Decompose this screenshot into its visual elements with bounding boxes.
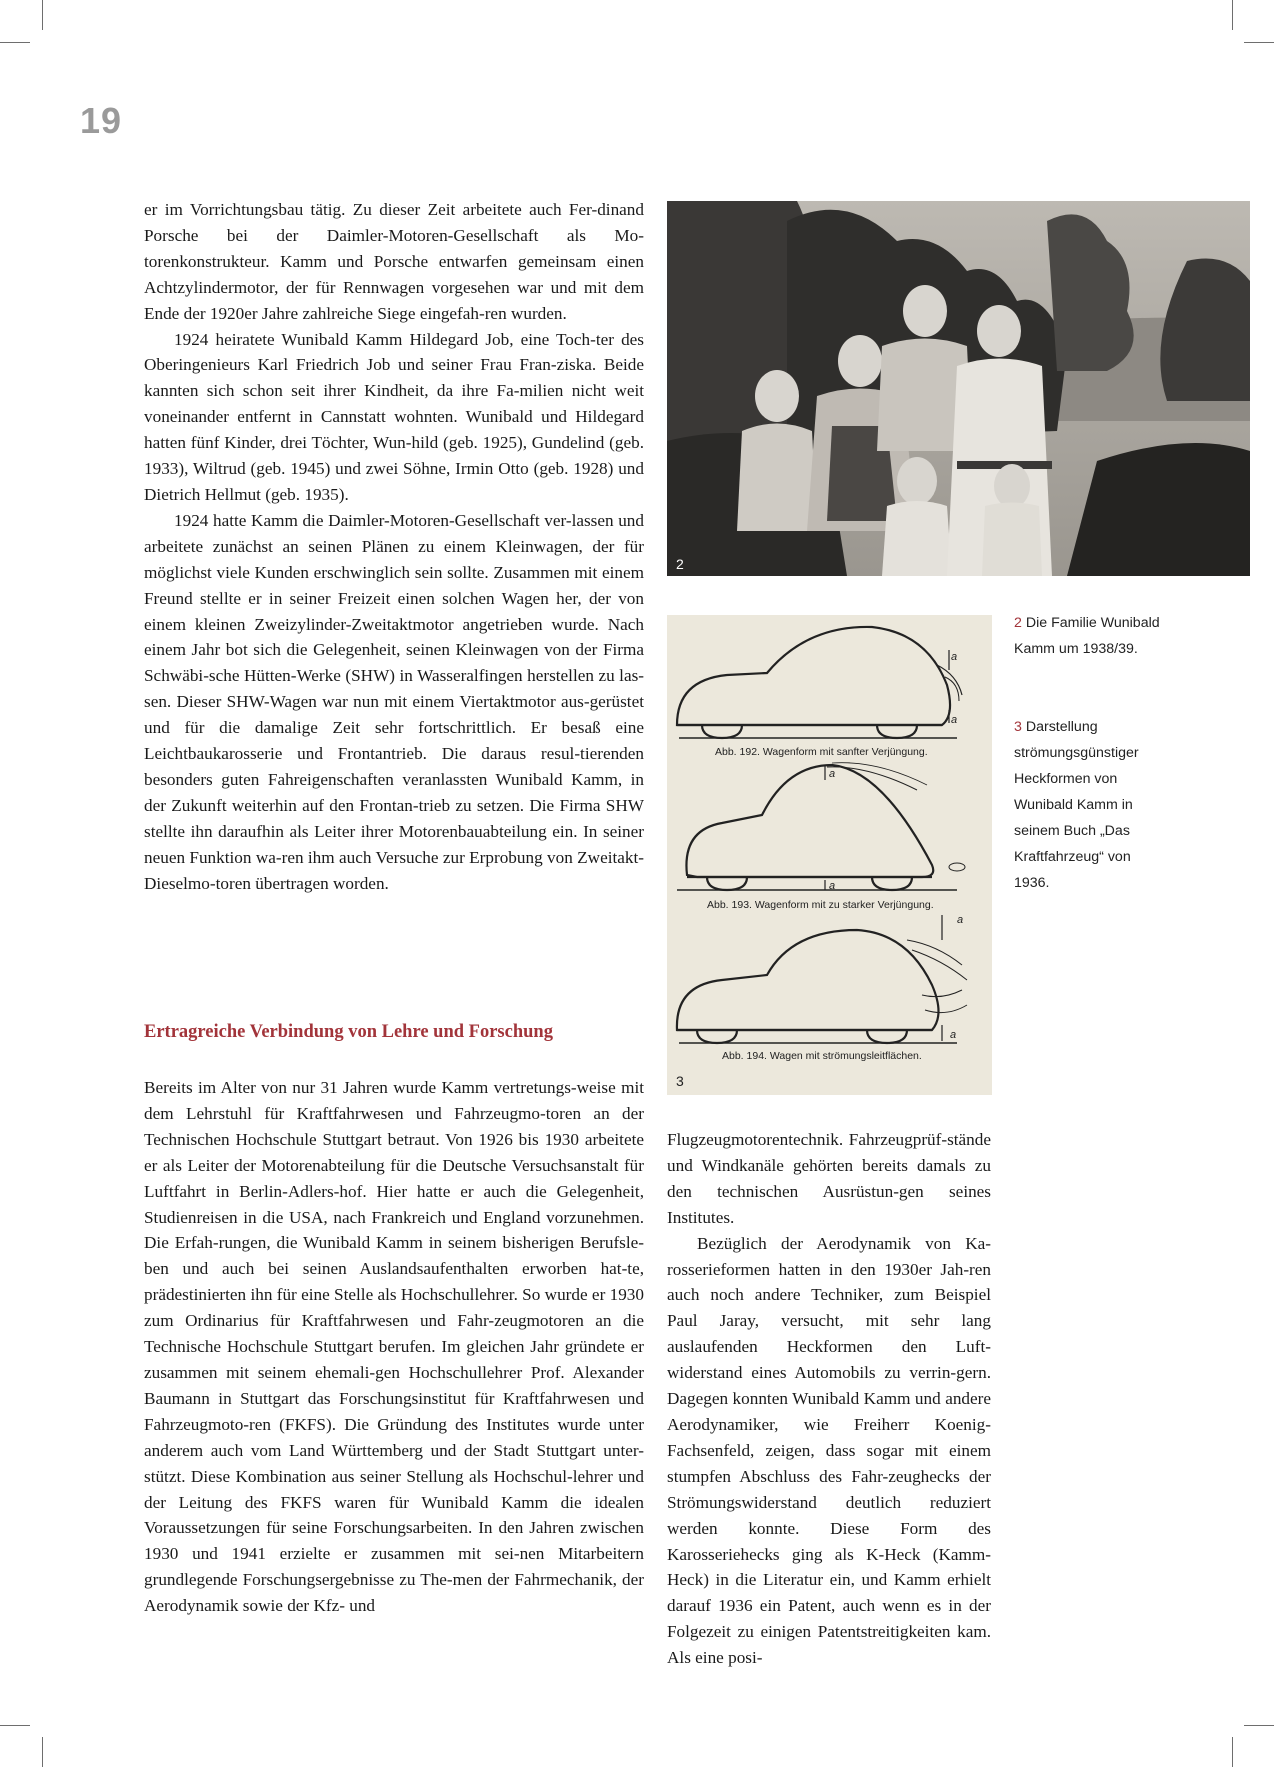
crop-mark — [1232, 0, 1233, 30]
crop-mark — [0, 42, 30, 43]
body-text-column-1 — [144, 197, 644, 896]
paragraph: 1924 hatte Kamm die Daimler-Motoren-Gesellschaft ver-lassen und arbeitete zunächst an seinen Plänen zu einem Kleinwagen, der für möglichst viele Kunden erschwinglich sein sollte. Zusammen mit einem Freund stellte er in seiner Freizeit einen solchen Wagen her, der von einem kleinen Zweizylinder-Zweitaktmotor angetrieben wurde. Nach einem Jahr bot sich die Gelegenheit, seinen Kleinwagen von der Firma Schwäbi-sche Hütten-Werke (SHW) in Wasseralfingen herstellen zu las-sen. Dieser SHW-Wagen war nun mit einem Viertaktmotor aus-gerüstet und für die damalige Zeit sehr fortschrittlich. Er besaß eine Leichtbaukarosserie und Frontantrieb. Die daraus resul-tierenden besonders guten Fahreigenschaften veranlassten Wunibald Kamm, in der Zukunft weiterhin auf den Frontan-trieb zu setzen. Die Firma SHW stellte ihn daraufhin als Leiter ihrer Motorenbauabteilung ein. In seiner neuen Funktion wa-ren ihm auch Versuche zur Erprobung von Zweitakt-Dieselmo-toren übertragen worden. — [144, 510, 644, 893]
car-shapes-diagram — [667, 615, 992, 1095]
paragraph: er im Vorrichtungsbau tätig. Zu dieser Zeit arbeitete auch Fer-dinand Porsche bei der Daimler-Motoren-Gesellschaft als Mo-torenkonstrukteur. Kamm und Porsche entwarfen gemeinsam einen Achtzylindermotor, der für Rennwagen vorgesehen war und mit dem Ende der 1920er Jahre zahlreiche Siege eingefah-ren wurden. — [144, 200, 644, 323]
marker-a: a — [957, 914, 964, 926]
caption-text: Die Familie Wunibald Kamm um 1938/39. — [1014, 615, 1160, 657]
family-photo — [667, 201, 1250, 576]
car-outline-1 — [677, 627, 950, 725]
aerodynamic-drawing — [667, 615, 992, 1095]
figure-label-3: 3 — [676, 1073, 684, 1089]
caption-number: 2 — [1014, 615, 1022, 631]
caption-2 — [1014, 610, 1164, 662]
crop-mark — [1244, 1725, 1274, 1726]
caption-abb-194: Abb. 194. Wagen mit strömungsleitflächen. — [722, 1050, 922, 1062]
caption-abb-193: Abb. 193. Wagenform mit zu starker Verjüngung. — [707, 899, 934, 911]
body-text-column-1-bottom — [144, 1075, 644, 1619]
family-photo-image — [667, 201, 1250, 576]
crop-mark — [1232, 1737, 1233, 1767]
page-number: 19 — [80, 100, 123, 141]
caption-text: Darstellung strömungsgünstiger Heckformen von Wunibald Kamm in seinem Buch „Das Kraftfahrzeug“ von 1936. — [1014, 719, 1139, 891]
paragraph: Flugzeugmotorentechnik. Fahrzeugprüf-stände und Windkanäle gehörten bereits damals zu den technischen Ausrüstun-gen seines Institutes. — [667, 1130, 991, 1227]
caption-number: 3 — [1014, 719, 1022, 735]
crop-mark — [42, 0, 43, 30]
marker-a: a — [829, 768, 836, 780]
body-text-column-2 — [667, 1127, 991, 1671]
paragraph: 1924 heiratete Wunibald Kamm Hildegard Job, eine Toch-ter des Oberingenieurs Karl Friedrich Job und seiner Frau Fran-ziska. Beide kannten sich schon seit ihrer Kindheit, da ihre Fa-milien nicht weit voneinander entfernt in Cannstatt wohnten. Wunibald und Hildegard hatten fünf Kinder, drei Töchter, Wun-hild (geb. 1925), Gundelind (geb. 1933), Wiltrud (geb. 1945) und zwei Söhne, Irmin Otto (geb. 1928) und Dietrich Hellmut (geb. 1935). — [144, 329, 644, 504]
paragraph: Bereits im Alter von nur 31 Jahren wurde Kamm vertretungs-weise mit dem Lehrstuhl für Kraftfahrwesen und Fahrzeugmo-toren an der Technischen Hochschule Stuttgart betraut. Von 1926 bis 1930 arbeitete er als Leiter der Motorenabteilung für die Deutsche Versuchsanstalt für Luftfahrt in Berlin-Adlers-hof. Hier hatte er auch die Gelegenheit, Studienreisen in die USA, nach Frankreich und England vorzunehmen. Die Erfah-rungen, die Wunibald Kamm in seinem bisherigen Berufsle-ben und auch bei seinen Auslandsaufenthalten erworben hat-te, prädestinierten ihn für eine Stelle als Hochschullehrer. So wurde er 1930 zum Ordinarius für Kraftfahrwesen und Fahr-zeugmotoren an die Technische Hochschule Stuttgart berufen. Im gleichen Jahr gründete er zusammen mit seinem ehemali-gen Hochschullehrer Prof. Alexander Baumann in Stuttgart das Forschungsinstitut für Kraftfahrwesen und Fahrzeugmoto-ren (FKFS). Die Gründung des Institutes wurde unter anderem auch vom Land Württemberg und der Stadt Stuttgart unter-stützt. Diese Kombination aus seiner Stellung als Hochschul-lehrer und der Leitung des FKFS waren für Wunibald Kamm die idealen Voraussetzungen für seine Forschungsarbeiten. In den Jahren zwischen 1930 und 1941 erzielte er zusammen mit sei-nen Mitarbeitern grundlegende Forschungsergebnisse zu The-men der Fahrmechanik, der Aerodynamik sowie der Kfz- und — [144, 1078, 644, 1616]
caption-abb-192: Abb. 192. Wagenform mit sanfter Verjüngung. — [715, 746, 928, 758]
section-heading: Ertragreiche Verbindung von Lehre und Forschung — [144, 1022, 553, 1042]
crop-mark — [42, 1737, 43, 1767]
crop-mark — [0, 1725, 30, 1726]
figure-label-2: 2 — [676, 556, 684, 572]
marker-a: a — [829, 880, 836, 892]
marker-a: a — [950, 1029, 957, 1041]
crop-mark — [1244, 42, 1274, 43]
marker-a: a — [951, 714, 958, 726]
paragraph: Bezüglich der Aerodynamik von Ka-rosserieformen hatten in den 1930er Jah-ren auch noch andere Techniker, zum Beispiel Paul Jaray, versucht, mit sehr lang auslaufenden Heckformen den Luft-widerstand eines Automobils zu verrin-gern. Dagegen konnten Wunibald Kamm und andere Aerodynamiker, wie Freiherr Koenig-Fachsenfeld, zeigen, dass sogar mit einem stumpfen Abschluss des Fahr-zeughecks der Strömungswiderstand deutlich reduziert werden konnte. Diese Form des Karosseriehecks ging als K-Heck (Kamm-Heck) in die Literatur ein, und Kamm erhielt darauf 1936 ein Patent, auch wenn es in der Folgezeit zu einigen Patentstreitigkeiten kam. Als eine posi- — [667, 1233, 991, 1668]
car-outline-2 — [686, 765, 933, 877]
caption-3 — [1014, 714, 1164, 896]
marker-a: a — [951, 651, 958, 663]
car-outline-3 — [677, 930, 939, 1030]
